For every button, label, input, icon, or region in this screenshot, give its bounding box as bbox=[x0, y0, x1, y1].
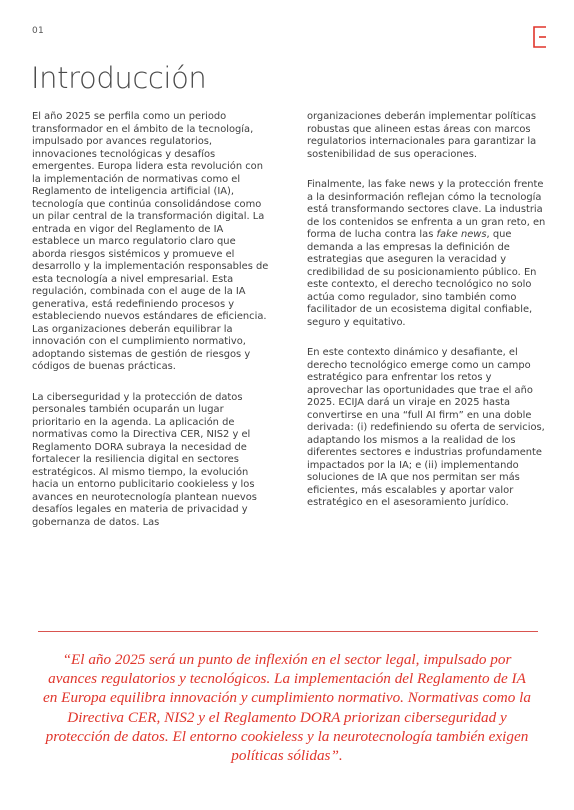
body-paragraph: En este contexto dinámico y desafiante, el derecho tecnológico emerge como un campo estratégico para enfrentar los retos y aprovechar las oportunidades que trae el año 2025. ECIJA dará un viraje en 2025 hasta convertirse en una “full AI firm” en una doble derivada: (i) redefiniendo su oferta de servicios, adaptando los mismos a la realidad de los diferentes sectores e industrias profundamente impactados por la IA; e (ii) implementando soluciones de IA que nos permitan ser más eficientes, más escalables y aportar valor estratégico en el asesoramiento jurídico. bbox=[307, 347, 545, 508]
paragraph-text: Finalmente, las fake news y la protección frente a la desinformación reflejan cómo la tecnología está transformando sectores clave. La industria de los contenidos se enfrenta a un gran reto, en forma de lucha contra las bbox=[307, 179, 546, 240]
bracket-logo-icon bbox=[531, 25, 549, 49]
paragraph-text: , que demanda a las empresas la definición de estrategias que aseguren la veracidad y credibilidad de su posicionamiento público. En este contexto, el derecho tecnológico no solo actúa como regulador, sino también como facilitador de un ecosistema digital confiable, seguro y equitativo. bbox=[307, 229, 537, 328]
body-paragraph: organizaciones deberán implementar políticas robustas que alineen estas áreas con marcos regulatorios internacionales para garantizar la sostenibilidad de sus operaciones. bbox=[307, 111, 537, 160]
body-paragraph bbox=[307, 179, 547, 329]
page-number: 01 bbox=[32, 26, 45, 36]
body-paragraph: La ciberseguridad y la protección de datos personales también ocuparán un lugar prioritario en la agenda. La aplicación de normativas como la Directiva CER, NIS2 y el Reglamento DORA subraya la necesidad de fortalecer la resiliencia digital en sectores estratégicos. Al mismo tiempo, la evolución hacia un entorno publicitario cookieless y los avances en neurotecnología plantean nuevos desafíos legales en materia de privacidad y gobernanza de datos. Las bbox=[32, 391, 257, 528]
pull-quote: “El año 2025 será un punto de inflexión en el sector legal, impulsado por avances regulatorios y tecnológicos. La implementación del Reglamento de IA en Europa equilibra innovación y cumplimiento normativo. Normativas como la Directiva CER, NIS2 y el Reglamento DORA priorizan ciberseguridad y protección de datos. El entorno cookieless y la neurotecnología también exigen políticas sólidas”. bbox=[43, 651, 531, 765]
quote-divider bbox=[38, 631, 538, 632]
right-column bbox=[307, 111, 547, 510]
emphasis-fake-news: fake news bbox=[436, 229, 487, 240]
body-paragraph: El año 2025 se perfila como un periodo transformador en el ámbito de la tecnología, impulsado por avances regulatorios, innovaciones tecnológicas y desafíos emergentes. Europa lidera esta revolución con la implementación de normativas como el Reglamento de inteligencia artificial (IA), tecnología que continúa consolidándose como un pilar central de la transformación digital. La entrada en vigor del Reglamento de IA establece un marco regulatorio claro que aborda riesgos sistémicos y promueve el desarrollo y la implementación responsables de esta tecnología a nivel empresarial. Esta regulación, combinada con el auge de la IA generativa, está redefiniendo procesos y estableciendo nuevos estándares de eficiencia. Las organizaciones deberán equilibrar la innovación con el cumplimiento normativo, adoptando sistemas de gestión de riesgos y códigos de buenas prácticas. bbox=[32, 111, 269, 372]
page-title: Introducción bbox=[31, 61, 207, 95]
left-column bbox=[32, 111, 272, 529]
